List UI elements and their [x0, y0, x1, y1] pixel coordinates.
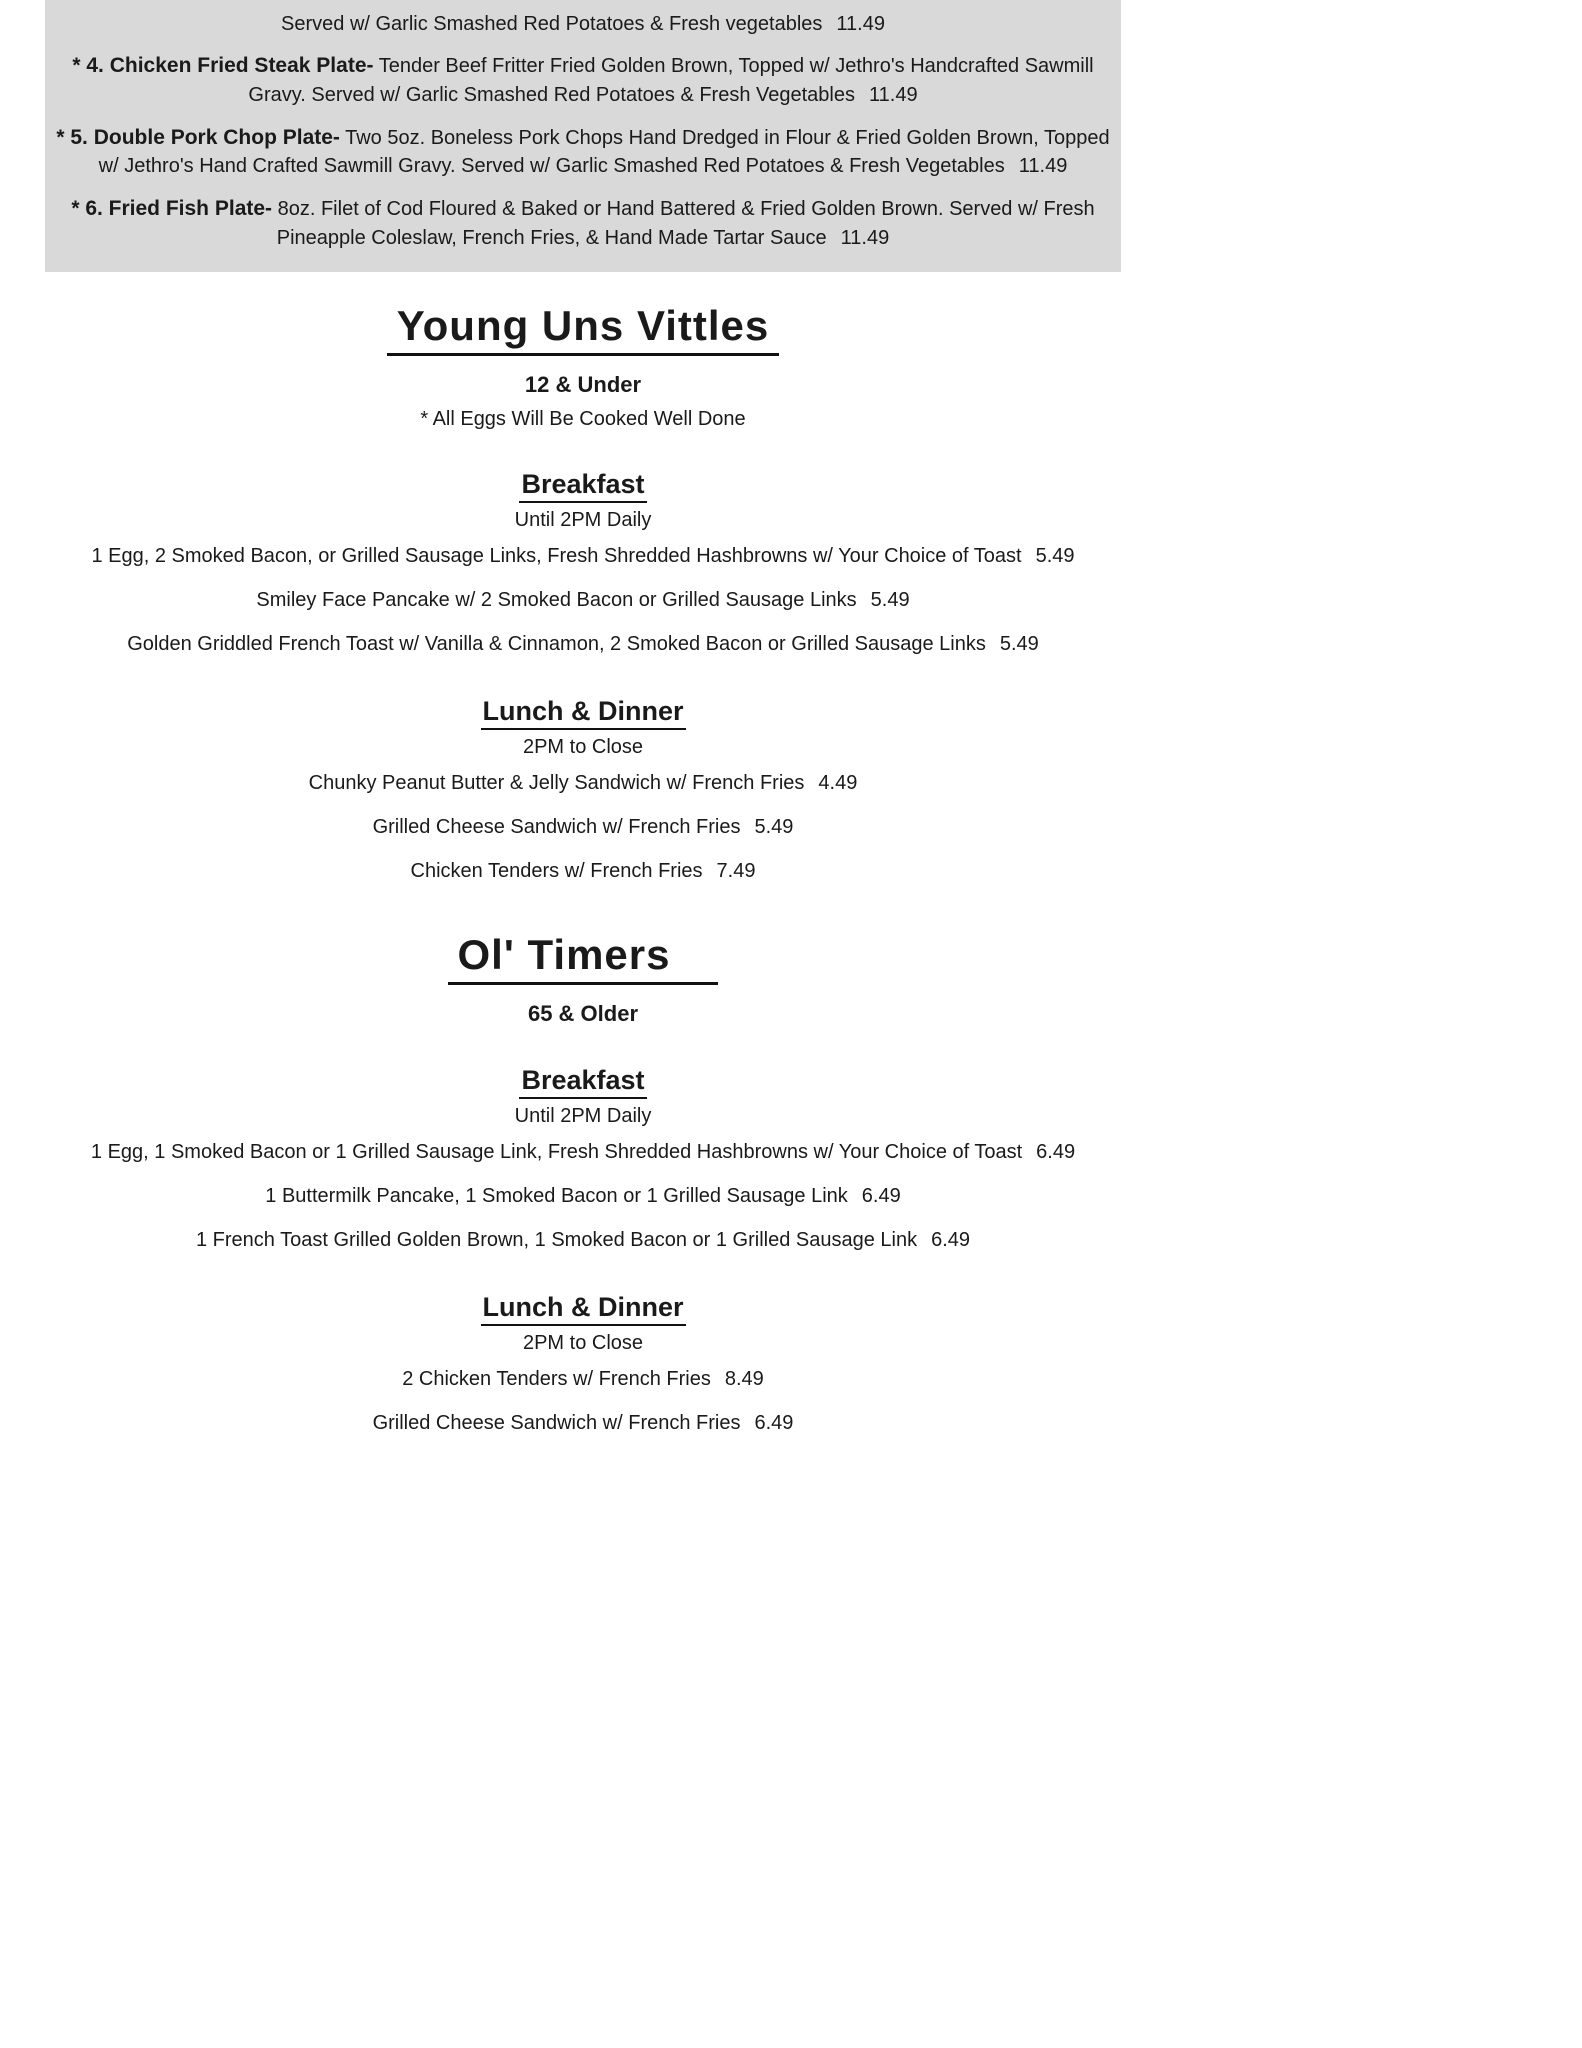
age-subtitle: 65 & Older [527, 1001, 639, 1026]
plate-item-fried-fish [55, 194, 1111, 252]
meal-availability: 2PM to Close [522, 1332, 644, 1354]
menu-item-price: 5.49 [999, 633, 1039, 655]
meal-availability: Until 2PM Daily [514, 509, 652, 531]
plate-item-price: 11.49 [1018, 155, 1068, 178]
menu-item-price: 5.49 [754, 816, 794, 838]
menu-item-text: 1 French Toast Grilled Golden Brown, 1 Smoked Bacon or 1 Grilled Sausage Link [195, 1229, 918, 1251]
young-uns-section [45, 302, 1121, 885]
menu-item-text: Chunky Peanut Butter & Jelly Sandwich w/ French Fries [308, 772, 805, 794]
menu-item-price: 7.49 [716, 860, 756, 882]
section-title-wrap [45, 931, 1121, 985]
menu-item-price: 6.49 [1036, 1141, 1076, 1163]
menu-item [45, 1138, 1121, 1166]
plate-item-name: * 4. Chicken Fried Steak Plate- [72, 54, 374, 78]
menu-content-column [45, 0, 1121, 1437]
menu-item-text: Grilled Cheese Sandwich w/ French Fries [372, 816, 741, 838]
menu-item-price: 6.49 [931, 1229, 971, 1251]
plate-item-description: Tender Beef Fritter Fried Golden Brown, Topped w/ Jethro's Handcrafted Sawmill Gravy. Served w/ Garlic Smashed Red Potatoes & Fresh Vegetables [248, 55, 1094, 107]
menu-item [45, 630, 1121, 658]
meal-heading-wrap [45, 1065, 1121, 1099]
section-title-wrap [45, 302, 1121, 356]
section-title: Ol' Timers [448, 931, 719, 985]
meal-heading-breakfast: Breakfast [519, 469, 646, 503]
ol-timers-section [45, 931, 1121, 1437]
menu-item [45, 813, 1121, 841]
meal-heading-lunch-dinner: Lunch & Dinner [481, 1292, 686, 1326]
menu-item [45, 586, 1121, 614]
meal-heading-lunch-dinner: Lunch & Dinner [481, 696, 686, 730]
menu-item [45, 1409, 1121, 1437]
menu-item [45, 1182, 1121, 1210]
plate-item-price: 11.49 [869, 84, 918, 107]
menu-item [45, 1365, 1121, 1393]
eggs-note: * All Eggs Will Be Cooked Well Done [420, 408, 746, 430]
menu-item [45, 1226, 1121, 1254]
meal-heading-wrap [45, 1292, 1121, 1326]
meal-heading-wrap [45, 696, 1121, 730]
menu-item-text: Golden Griddled French Toast w/ Vanilla & Cinnamon, 2 Smoked Bacon or Grilled Sausage Links [127, 633, 986, 655]
meal-heading-breakfast: Breakfast [519, 1065, 646, 1099]
menu-item-text: 2 Chicken Tenders w/ French Fries [402, 1368, 711, 1390]
plate-item-chicken-fried-steak [55, 51, 1111, 109]
menu-item-price: 4.49 [818, 772, 858, 794]
section-title: Young Uns Vittles [387, 302, 779, 356]
meal-availability: 2PM to Close [522, 736, 644, 758]
meal-availability: Until 2PM Daily [514, 1105, 652, 1127]
plate-item-description: 8oz. Filet of Cod Floured & Baked or Hand Battered & Fried Golden Brown. Served w/ Fresh Pineapple Coleslaw, French Fries, & Hand Made Tartar Sauce [276, 197, 1095, 249]
menu-item-text: 1 Buttermilk Pancake, 1 Smoked Bacon or 1 Grilled Sausage Link [265, 1185, 848, 1207]
menu-item [45, 542, 1121, 570]
plate-item-double-pork-chop [55, 123, 1111, 181]
menu-item-price: 8.49 [724, 1368, 764, 1390]
plate-item-name: * 6. Fried Fish Plate- [71, 196, 273, 220]
menu-item-text: Grilled Cheese Sandwich w/ French Fries [372, 1412, 741, 1434]
plate-item-description: Two 5oz. Boneless Pork Chops Hand Dredged in Flour & Fried Golden Brown, Topped w/ Jethro's Hand Crafted Sawmill Gravy. Served w/ Garlic Smashed Red Potatoes & Fresh Vegetables [98, 126, 1110, 178]
age-subtitle: 12 & Under [524, 372, 642, 397]
menu-item-text: 1 Egg, 2 Smoked Bacon, or Grilled Sausage Links, Fresh Shredded Hashbrowns w/ Your Choice of Toast [91, 545, 1022, 567]
plate-item-price: 11.49 [840, 226, 890, 249]
specialty-plates-section [45, 0, 1121, 272]
menu-item [45, 769, 1121, 797]
meal-heading-wrap [45, 469, 1121, 503]
menu-item-price: 5.49 [870, 589, 910, 611]
menu-item-text: Smiley Face Pancake w/ 2 Smoked Bacon or Grilled Sausage Links [256, 589, 857, 611]
menu-item-price: 5.49 [1035, 545, 1075, 567]
plate-item-description: Served w/ Garlic Smashed Red Potatoes & Fresh vegetables [281, 13, 823, 35]
menu-item-text: 1 Egg, 1 Smoked Bacon or 1 Grilled Sausage Link, Fresh Shredded Hashbrowns w/ Your Choice of Toast [90, 1141, 1023, 1163]
plate-item-name: * 5. Double Pork Chop Plate- [56, 125, 340, 149]
menu-item-price: 6.49 [754, 1412, 794, 1434]
menu-item-text: Chicken Tenders w/ French Fries [410, 860, 703, 882]
plate-item-price: 11.49 [836, 13, 885, 35]
plate-item-continuation [55, 8, 1111, 38]
menu-item [45, 857, 1121, 885]
menu-item-price: 6.49 [861, 1185, 901, 1207]
